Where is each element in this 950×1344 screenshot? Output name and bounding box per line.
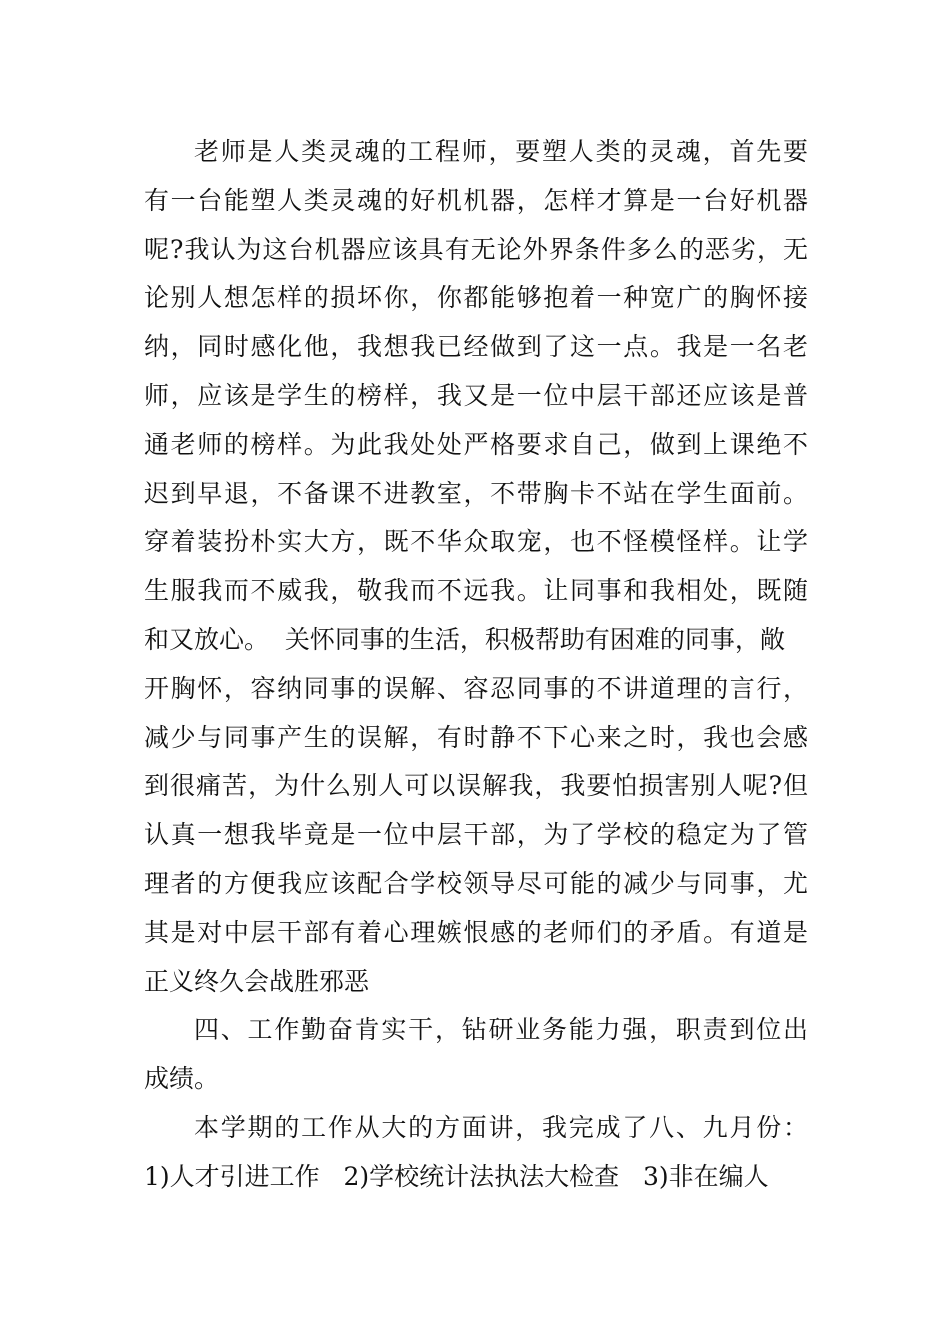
text-line: 减少与同事产生的误解，有时静不下心来之时，我也会感 — [144, 722, 808, 752]
section-heading: 四、工作勤奋肯实干，钻研业务能力强，职责到位出 — [194, 1015, 808, 1045]
text-line: 成绩。 — [144, 1064, 220, 1094]
text-line: 本学期的工作从大的方面讲，我完成了八、九月份： — [194, 1112, 808, 1142]
text-line: 有一台能塑人类灵魂的好机机器，怎样才算是一台好机器 — [144, 185, 808, 215]
text-line: 老师是人类灵魂的工程师，要塑人类的灵魂，首先要 — [194, 137, 808, 166]
text-line: 论别人想怎样的损坏你，你都能够抱着一种宽广的胸怀接 — [144, 283, 808, 313]
text-line: 和又放心。 关怀同事的生活，积极帮助有困难的同事，敞 — [144, 624, 785, 654]
text-line: 通老师的榜样。为此我处处严格要求自己，做到上课绝不 — [144, 429, 808, 459]
text-line: 师，应该是学生的榜样，我又是一位中层干部还应该是普 — [144, 380, 808, 410]
text-line: 认真一想我毕竟是一位中层干部，为了学校的稳定为了管 — [144, 820, 808, 850]
text-line: 理者的方便我应该配合学校领导尽可能的减少与同事，尤 — [144, 868, 808, 898]
text-line: 其是对中层干部有着心理嫉恨感的老师们的矛盾。有道是 — [144, 917, 808, 947]
text-line: 迟到早退，不备课不进教室，不带胸卡不站在学生面前。 — [144, 478, 808, 508]
text-line: 生服我而不威我，敬我而不远我。让同事和我相处，既随 — [144, 576, 808, 606]
text-line: 到很痛苦，为什么别人可以误解我，我要怕损害别人呢?但 — [144, 771, 808, 801]
text-line: 开胸怀，容纳同事的误解、容忍同事的不讲道理的言行， — [144, 673, 808, 703]
list-line: 1)人才引进工作 2)学校统计法执法大检查 3)非在编人 — [144, 1161, 769, 1191]
text-line: 呢?我认为这台机器应该具有无论外界条件多么的恶劣，无 — [144, 234, 808, 264]
text-line: 纳，同时感化他，我想我已经做到了这一点。我是一名老 — [144, 332, 808, 362]
body-text — [144, 128, 808, 1202]
text-line: 穿着装扮朴实大方，既不华众取宠，也不怪模怪样。让学 — [144, 527, 808, 557]
text-line: 正义终久会战胜邪恶 — [144, 966, 370, 996]
